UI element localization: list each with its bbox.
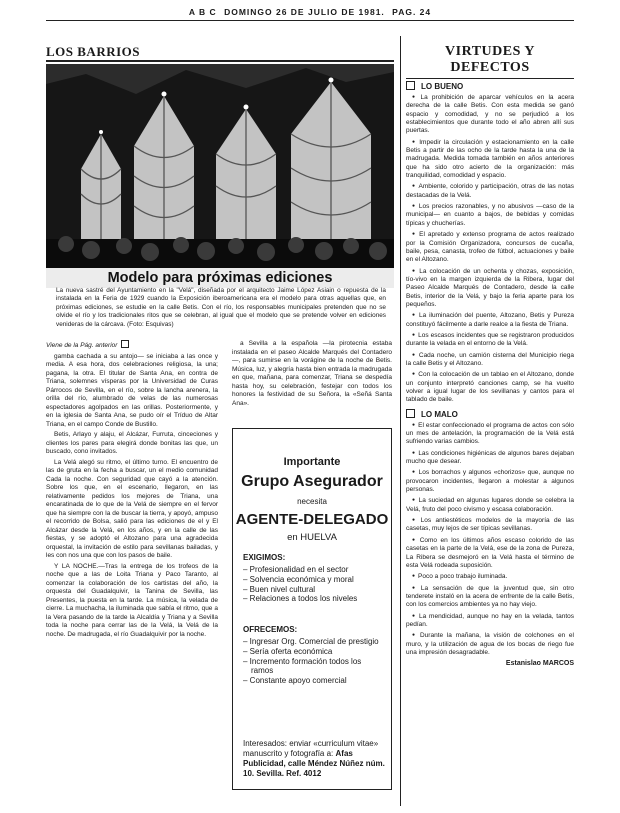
ad-company: Grupo Asegurador [241, 473, 383, 490]
article-paragraph: gamba cachada a su antojo— se iniciaba a las once y media. A esa hora, dos celebraciones religiosa, la una; pagana, la otra. El titular de Santa Ana, en contra de Triana, solemnes vísperas por la Universidad de Curas Párrocos de Sevilla, en el río, sobre la lancha arenera, la orilla del río, alumbrado de velas de las numerosas espectadores agolpados en las orillas. Posteriormente, y en la iglesia de Santa Ana, se pudo oír el Tríduo de Altar Triana, en el campo Conde de Bustillo. [46, 352, 218, 428]
article-paragraph: a Sevilla a la española —la pirotecnia estaba instalada en el paseo Alcalde Marqués del Contadero—, para sumirse en la vorágine de la noche de Betis. Música, luz, y alegría hasta bien entrada la madrugada en que, mañana, para comenzar, Triana se despedía hasta hoy, su celebración, festejar con todos los honores la festividad de su Señora, la «Señá Santa Ana». [232, 340, 392, 407]
issue-date: DOMINGO 26 DE JULIO DE 1981. [224, 7, 385, 17]
ad-role: AGENTE-DELEGADO [235, 511, 389, 528]
good-item: ● La iluminación del puente, Altozano, Betis y Pureza constituyó fácilmente a darle realce a la fiesta de Triana. [406, 311, 574, 329]
ad-contact [243, 739, 385, 779]
ad-title: Importante [283, 456, 341, 468]
photo-description: La nueva sastré del Ayuntamiento en la "Velá", diseñada por el arquitecto Jaime López Asiain o repuesta de la instalada en la Feria de 1929 cuando la Exposición iberoamericana era el modelo para otras aquellas que, en próximas ediciones, se estudie en la calle Betis. Con el río, los responsables municipales pretenden que no se olvide el río y los tradicionales ritos que se celebran, al igual que el modelo que se pretende volver en ediciones venideras de la cárcava. (Foto: Esquivas) [56, 287, 386, 328]
bad-item: ● Poco a poco trabajo iluminada. [406, 572, 574, 581]
virtues-defects-sidebar [406, 44, 574, 667]
article-right-column [232, 340, 392, 424]
bad-item: ● Como en los últimos años escaso colorido de las casetas en la parte de la Velá, ese de la zona de Pureza, La Ribera se desmejoró en la Velá hasta el término de esta Velá rodeada suposición. [406, 536, 574, 570]
good-item: ● El apretado y extenso programa de actos realizado por la Comisión Organizadora, concursos de cucaña, baile, pesa, canasta, trofeo de fútbol, actuaciones y baile en el Altozano. [406, 230, 574, 264]
bad-item: ● El estar confeccionado el programa de actos con sólo un mes de antelación, la programación de la Velá está sufriendo varias cambios. [406, 421, 574, 447]
ad-needs: necesita [297, 497, 327, 506]
good-item: ● Impedir la circulación y estacionamiento en la calle Betis a partir de las ocho de la tarde hasta la una de la madrugada. Medida tomada también en años anteriores que ha sido otro acierto de la organización: más tranquilidad, comodidad y espacio. [406, 138, 574, 181]
column-divider [400, 36, 401, 806]
page-number: PAG. 24 [392, 7, 432, 17]
good-item: ● Los escasos incidentes que se registraron producidos durante la velada en el entorno de la Velá. [406, 331, 574, 349]
sidebar-title: VIRTUDES Y DEFECTOS [445, 44, 535, 75]
good-item: ● La colocación de un ochenta y chozas, exposición, tío-vivo en la margen izquierda de la Ribera, lugar del Paseo Alcalde Marqués de Contadero, desde la calle Betis, interior de la Velá, y bajo la feria aparte para los pequeños. [406, 267, 574, 310]
offer-item: – Constante apoyo comercial [243, 676, 347, 686]
festival-photo [46, 64, 394, 286]
good-item: ● La prohibición de aparcar vehículos en la acera derecha de la calle Betis. Con esta medida se ganó espacio y comodidad, y no se perjudicó a los establecimientos que durante todo el año abren allí sus puertas. [406, 93, 574, 136]
requirement-item: – Profesionalidad en el sector [243, 565, 349, 574]
page-header [0, 7, 620, 17]
newspaper-name: A B C [188, 7, 217, 17]
bad-item: ● Las condiciones higiénicas de algunos bares dejaban mucho que desear. [406, 449, 574, 467]
article-paragraph: Y LA NOCHE.—Tras la entrega de los trofeos de la noche que a las de Loita Triana y Paco Taranto, al comenzar la colaboración de los cartistas del año, la orquesta del Guadalquivir, la Tanina de Sevilla, las Presentes, la puesta en la tarde. La música, la velada de cierre. La muchacha, la iluminada que sabía el ritmo, que a la Vera pasando de la tarde la Alcaldía y Triana y a Sevilla toda la noche para cerrar las de la Velá, la Velá de la noche. De madrugada, el río Guadalquivir por la noche. [46, 562, 218, 638]
continued-from: Viene de la Pág. anterior [46, 340, 218, 351]
box-icon [121, 340, 129, 348]
ad-contact-instructions: Interesados: enviar «curriculum vitae» manuscrito y fotografía a: [243, 739, 379, 758]
ad-place: en HUELVA [287, 532, 337, 543]
good-item: ● Cada noche, un camión cisterna del Municipio riega la calle Betis y el Altozano. [406, 351, 574, 369]
bad-item: ● La mendicidad, aunque no hay en la velada, tantos pedían. [406, 612, 574, 630]
header-rule [46, 20, 574, 21]
good-heading: LO BUENO [406, 81, 574, 91]
good-item: ● Ambiente, colorido y participación, otras de las notas destacadas de la Velá. [406, 182, 574, 200]
sidebar-title-rule [406, 78, 574, 79]
section-rule [46, 60, 394, 62]
bad-item: ● La suciedad en algunas lugares donde se celebra la Velá, fruto del poco civismo y escasa colaboración. [406, 496, 574, 514]
bad-item: ● Los antiestéticos modelos de la mayoría de las casetas, muy lejos de ser típicas sevillanas. [406, 516, 574, 534]
offer-item: – Sería oferta económica [243, 646, 333, 656]
bad-item: ● La sensación de que la juventud que, sin otro tenderete instaló en la acera de enfrente de la calle Betis, con los comercios ambientes ya no hay viejo. [406, 584, 574, 610]
requirements-list [243, 565, 385, 604]
box-icon [406, 81, 415, 90]
bad-item: ● Los borrachos y algunos «chorizos» que, aunque no provocaron incidentes, llegaron a molestar a algunos personas. [406, 468, 574, 494]
article-paragraph: La Velá alegó su ritmo, el último turno. El encuentro de las de gruta en la fecha a buscar, un el medio comunidad Cada la noche. Con seguridad que cayó a la atención. Sobre los que, en el escenario, llegaron, en las relativamente pedidos los mejores de Triana, una encaratinada de lo que de la Velá de siempre en el fervor que ha siempre con la de buscar la tierra, y apoyó, ampuso el recorrido de Bolsa, salió para las ediciones de el y El Alcázar desde la Velá, en los años, y en la calle de las fiestas, y se adoptó el Altozano para una agradecida orquestal, la invitación de estilo para sevillanas bailadas, y les con nos una que con los pasos de baile. [46, 458, 218, 559]
section-title: LOS BARRIOS [46, 44, 140, 59]
article-left-column [46, 340, 218, 810]
ad-contact-address: Afas Publicidad, calle Méndez Núñez núm. 10. Sevilla. Ref. 4012 [243, 749, 385, 778]
requirement-item: – Buen nivel cultural [243, 584, 316, 594]
requirement-item: – Relaciones a todos los niveles [243, 594, 358, 604]
good-item: ● Con la colocación de un tablao en el Altozano, donde un conjunto interpretó canciones camp, se ha vuelto volver a igual lugar de los sevillanas y cantos para el tablado de baile. [406, 370, 574, 404]
offers-label: OFRECEMOS: [243, 625, 298, 634]
bad-heading: LO MALO [406, 409, 574, 419]
requirement-item: – Solvencia económica y moral [243, 574, 354, 584]
requirements-label: EXIGIMOS: [243, 553, 286, 562]
article-paragraph: Betis, Arlayo y alaju, el Alcázar, Furruta, cinceciones y clientes los pares para elegirá donde bonitas las que, un buscado, cono invitados. [46, 431, 218, 455]
offer-item: – Incremento formación todos los ramos [243, 656, 362, 676]
bad-item: ● Durante la mañana, la visión de colchones en el muro, y la utilización de agua de los bocas de riego fue una impresión desagradable. [406, 631, 574, 657]
box-icon [406, 409, 415, 418]
offer-item: – Ingresar Org. Comercial de prestigio [243, 637, 379, 646]
author-signature: Estanislao MARCOS [505, 660, 574, 668]
job-advertisement [232, 428, 392, 790]
good-item: ● Los precios razonables, y no abusivos —caso de la municipal— en cuanto a bajos, de bebidas y comidas típicas y chucherías. [406, 202, 574, 228]
offers-list [243, 637, 385, 686]
photo-caption: Modelo para próximas ediciones [46, 268, 394, 288]
